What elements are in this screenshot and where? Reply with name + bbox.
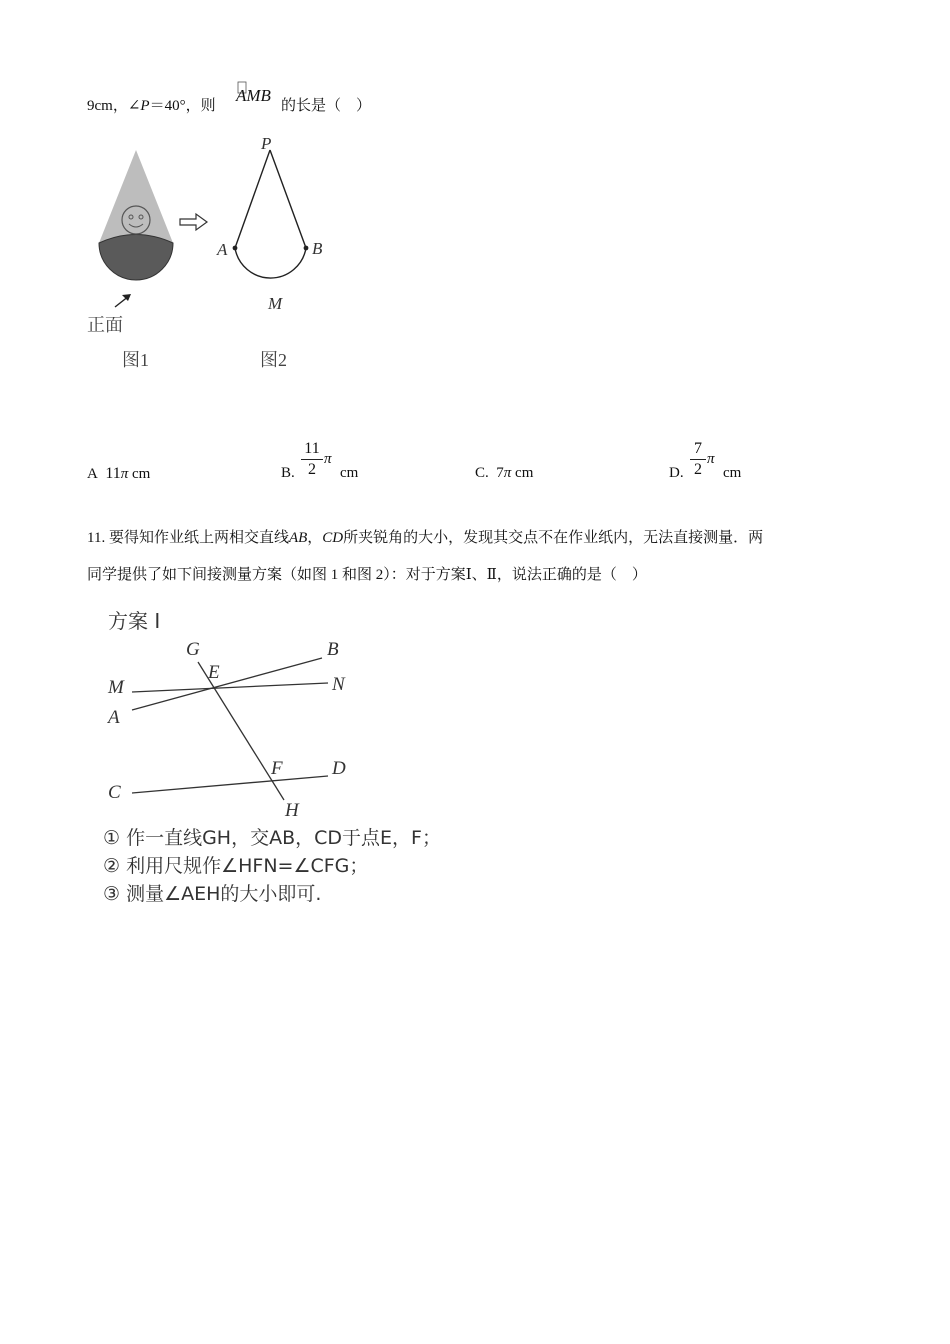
label-p: P <box>261 134 272 153</box>
q11-line-2: 同学提供了如下间接测量方案（如图 1 和图 2）：对于方案Ⅰ、Ⅱ，说法正确的是（ ） <box>87 567 647 583</box>
option-d-numerator: 7 <box>694 440 702 457</box>
scheme-step-2: ② 利用尺规作∠HFN=∠CFG； <box>103 855 369 877</box>
option-b-pi: π <box>324 451 332 467</box>
option-c-pi: π <box>503 465 512 481</box>
option-c-key: C. <box>475 465 489 481</box>
point-b <box>304 246 309 251</box>
option-a-key: A <box>87 466 98 482</box>
label-n: N <box>332 674 345 695</box>
option-b[interactable] <box>281 465 381 485</box>
q10-stem-mid: ＝40°，则 <box>149 98 216 114</box>
option-b-fraction <box>301 440 323 479</box>
label-m: M <box>268 294 283 313</box>
label-g: G <box>186 639 200 660</box>
figure-2-sector <box>210 130 340 320</box>
label-m: M <box>108 677 124 698</box>
label-d: D <box>332 758 346 779</box>
q10-stem-p: P <box>140 98 150 114</box>
figure-2-caption: 图2 <box>260 350 287 370</box>
option-b-denominator: 2 <box>308 461 316 478</box>
q11-cd: CD <box>322 530 344 546</box>
sector-outline <box>235 150 306 278</box>
option-b-key: B. <box>281 465 295 481</box>
option-d[interactable] <box>669 465 769 485</box>
q11-line-1-b: 所夹锐角的大小，发现其交点不在作业纸内，无法直接测量．两 <box>343 530 764 546</box>
label-h: H <box>285 800 299 821</box>
label-f: F <box>271 758 283 779</box>
scheme-step-1: ① 作一直线GH，交AB，CD于点E，F； <box>103 827 441 849</box>
option-d-key: D. <box>669 465 684 481</box>
front-label: 正面 <box>87 315 123 335</box>
scheme-1-diagram <box>100 630 380 825</box>
option-c-value: 7 <box>496 465 504 481</box>
q10-stem <box>87 94 216 115</box>
option-a-pi: π <box>120 466 129 482</box>
option-b-unit: cm <box>340 465 359 481</box>
option-b-numerator: 11 <box>304 440 320 457</box>
arc-amb-label: AMB <box>236 86 271 105</box>
option-a-value: 11 <box>105 465 121 482</box>
q11-line-1 <box>87 526 763 547</box>
figure-1-cone <box>85 140 195 340</box>
hollow-arrow-right-icon <box>178 212 210 232</box>
label-c: C <box>108 782 121 803</box>
q10-stem-end: 的长是（ ） <box>281 98 372 114</box>
option-d-pi: π <box>707 451 715 467</box>
label-a: A <box>108 707 120 728</box>
point-a <box>233 246 238 251</box>
option-d-denominator: 2 <box>694 461 702 478</box>
scheme-step-3: ③ 测量∠AEH的大小即可. <box>103 883 322 905</box>
q11-ab: AB <box>288 530 308 546</box>
scheme-title: 方案 I <box>108 609 161 633</box>
q10-stem-start: 9cm，∠ <box>87 98 141 114</box>
option-a-unit: cm <box>132 466 151 482</box>
option-c[interactable] <box>475 465 533 482</box>
label-b: B <box>312 239 323 258</box>
option-a[interactable] <box>87 465 150 483</box>
label-a: A <box>217 240 228 259</box>
figure-1-caption: 图1 <box>122 350 149 370</box>
q11-sep: ， <box>307 530 323 546</box>
line-mn <box>132 683 328 692</box>
scheme-steps <box>103 824 441 908</box>
label-e: E <box>208 662 220 683</box>
cone-base-front <box>99 235 173 281</box>
line-cd <box>132 776 328 793</box>
option-d-fraction <box>690 440 706 479</box>
q11-line-1-a: 11. 要得知作业纸上两相交直线 <box>87 530 289 546</box>
arc-amb-notation <box>236 80 278 110</box>
arrow-up-right-icon <box>115 294 131 307</box>
label-b: B <box>327 639 339 660</box>
option-c-unit: cm <box>515 465 534 481</box>
option-d-unit: cm <box>723 465 742 481</box>
